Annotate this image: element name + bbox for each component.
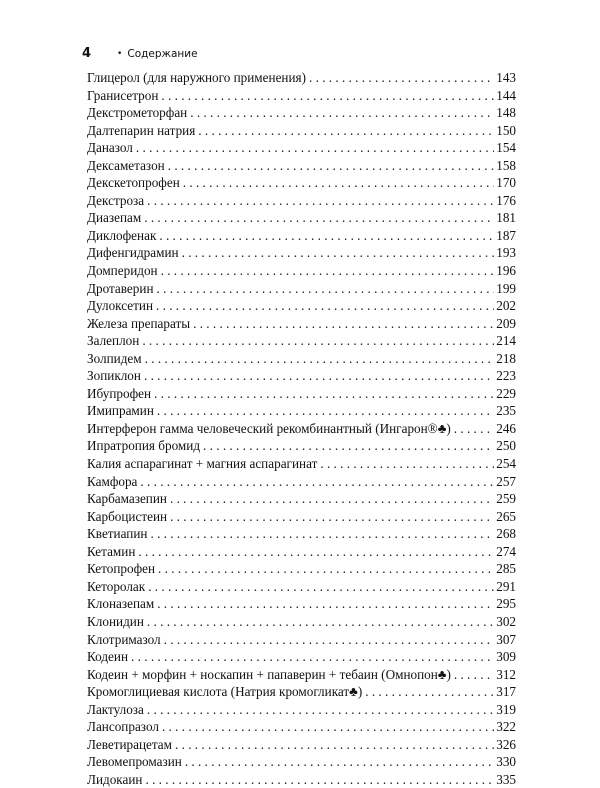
- toc-entry: [87, 473, 516, 491]
- toc-entry-title: Камфора: [87, 473, 138, 489]
- toc-entry-title: Дулоксетин: [87, 298, 154, 314]
- toc-entry-title: Золпидем: [87, 350, 142, 366]
- toc-entry-title: Интерферон гамма человеческий рекомбинантный (Ингарон®♣): [87, 420, 451, 436]
- toc-entry-page: 326: [496, 736, 516, 752]
- dot-leader: [185, 753, 494, 771]
- toc-entry-title: Гранисетрон: [87, 87, 159, 103]
- toc-entry: [87, 227, 516, 245]
- toc-entry: [87, 262, 516, 280]
- toc-entry-page: 291: [496, 578, 516, 594]
- toc-entry: [87, 420, 516, 438]
- dot-leader: [175, 736, 494, 754]
- toc-entry-page: 148: [496, 105, 516, 121]
- toc-entry-title: Карбамазепин: [87, 491, 167, 507]
- toc-entry-title: Кетамин: [87, 543, 136, 559]
- section-title: Содержание: [127, 48, 198, 60]
- dot-leader: [144, 367, 494, 385]
- toc-entry-title: Лидокаин: [87, 771, 143, 787]
- toc-entry-page: 309: [496, 649, 516, 665]
- toc-entry: [87, 139, 516, 157]
- toc-entry-page: 150: [496, 122, 516, 138]
- toc-entry: [87, 69, 516, 87]
- toc-entry: [87, 385, 516, 403]
- dot-leader: [154, 385, 494, 403]
- toc-entry-page: 144: [496, 87, 516, 103]
- toc-entry-page: 196: [496, 263, 516, 279]
- toc-entry: [87, 753, 516, 771]
- toc-entry-page: 193: [496, 245, 516, 261]
- toc-entry-title: Зопиклон: [87, 368, 141, 384]
- toc-entry: [87, 157, 516, 175]
- toc-entry-page: 202: [496, 298, 516, 314]
- toc-entry-page: 257: [496, 473, 516, 489]
- toc-entry-page: 319: [496, 701, 516, 717]
- toc-entry-title: Дифенгидрамин: [87, 245, 179, 261]
- toc-entry: [87, 771, 516, 788]
- dot-leader: [161, 262, 495, 280]
- toc-entry: [87, 297, 516, 315]
- toc-entry: [87, 578, 516, 596]
- toc-entry-title: Диклофенак: [87, 227, 157, 243]
- toc-entry-title: Ибупрофен: [87, 385, 152, 401]
- bullet-icon: •: [117, 49, 123, 59]
- dot-leader: [182, 244, 495, 262]
- dot-leader: [161, 87, 494, 105]
- dot-leader: [148, 578, 494, 596]
- toc-entry-page: 322: [496, 719, 516, 735]
- toc-entry-page: 170: [496, 175, 516, 191]
- toc-entry: [87, 350, 516, 368]
- toc-entry: [87, 209, 516, 227]
- dot-leader: [145, 771, 494, 788]
- dot-leader: [131, 648, 494, 666]
- toc-entry-title: Левомепромазин: [87, 754, 182, 770]
- toc-entry-page: 250: [496, 438, 516, 454]
- toc-entry-title: Железа препараты: [87, 315, 191, 331]
- dot-leader: [136, 139, 494, 157]
- toc-entry: [87, 367, 516, 385]
- toc-entry: [87, 683, 516, 701]
- toc-entry-page: 229: [496, 385, 516, 401]
- toc-entry-title: Леветирацетам: [87, 736, 173, 752]
- toc-entry-page: 154: [496, 140, 516, 156]
- toc-entry-title: Глицерол (для наружного применения): [87, 70, 306, 85]
- toc-entry-page: 187: [496, 227, 516, 243]
- toc-entry-title: Клотримазол: [87, 631, 161, 647]
- toc-entry-page: 209: [496, 315, 516, 331]
- toc-entry: [87, 560, 516, 578]
- dot-leader: [320, 455, 494, 473]
- dot-leader: [156, 297, 494, 315]
- toc-entry-page: 214: [496, 333, 516, 349]
- dot-leader: [454, 420, 494, 438]
- toc-entry: [87, 402, 516, 420]
- toc-entry-title: Клонидин: [87, 613, 144, 629]
- toc-entry-page: 246: [496, 420, 516, 436]
- toc-entry-title: Кветиапин: [87, 526, 148, 542]
- dot-leader: [162, 718, 494, 736]
- dot-leader: [157, 595, 494, 613]
- toc-entry: [87, 718, 516, 736]
- toc-entry-page: 268: [496, 526, 516, 542]
- toc-entry-title: Карбоцистеин: [87, 508, 168, 524]
- toc-entry: [87, 525, 516, 543]
- toc-entry: [87, 174, 516, 192]
- toc-entry-page: 307: [496, 631, 516, 647]
- dot-leader: [147, 613, 494, 631]
- table-of-contents: [87, 69, 516, 788]
- toc-entry-title: Декскетопрофен: [87, 175, 180, 191]
- toc-entry-title: Лансопразол: [87, 719, 159, 735]
- toc-entry-page: 235: [496, 403, 516, 419]
- toc-entry-title: Ипратропия бромид: [87, 438, 201, 454]
- dot-leader: [365, 683, 494, 701]
- toc-entry-page: 312: [496, 666, 516, 682]
- toc-entry-page: 259: [496, 491, 516, 507]
- running-header: [82, 46, 198, 61]
- toc-entry: [87, 648, 516, 666]
- dot-leader: [159, 227, 494, 245]
- toc-entry: [87, 87, 516, 105]
- toc-entry-page: 158: [496, 157, 516, 173]
- toc-entry-title: Залеплон: [87, 333, 140, 349]
- toc-entry-page: 317: [496, 684, 516, 700]
- toc-entry: [87, 280, 516, 298]
- toc-entry: [87, 315, 516, 333]
- toc-entry-page: 223: [496, 368, 516, 384]
- toc-entry: [87, 543, 516, 561]
- toc-entry: [87, 332, 516, 350]
- toc-entry: [87, 437, 516, 455]
- toc-entry-title: Диазепам: [87, 210, 142, 226]
- toc-entry-page: 254: [496, 456, 516, 472]
- toc-entry-title: Дексаметазон: [87, 157, 165, 173]
- toc-entry: [87, 244, 516, 262]
- dot-leader: [190, 104, 494, 122]
- dot-leader: [144, 209, 494, 227]
- dot-leader: [147, 192, 494, 210]
- toc-entry-page: 181: [496, 210, 516, 226]
- dot-leader: [170, 508, 494, 526]
- toc-entry: [87, 104, 516, 122]
- toc-entry-page: 199: [496, 280, 516, 296]
- dot-leader: [309, 69, 494, 87]
- dot-leader: [193, 315, 494, 333]
- toc-entry-title: Даназол: [87, 140, 133, 156]
- toc-entry: [87, 666, 516, 684]
- toc-entry-title: Калия аспарагинат + магния аспарагинат: [87, 456, 318, 472]
- toc-entry-title: Дротаверин: [87, 280, 154, 296]
- toc-entry-page: 330: [496, 754, 516, 770]
- toc-entry: [87, 122, 516, 140]
- toc-entry: [87, 455, 516, 473]
- toc-entry-page: 218: [496, 350, 516, 366]
- dot-leader: [158, 560, 494, 578]
- toc-entry-page: 335: [496, 771, 516, 787]
- dot-leader: [142, 332, 494, 350]
- toc-entry-title: Кетопрофен: [87, 561, 156, 577]
- dot-leader: [183, 174, 494, 192]
- toc-entry-title: Далтепарин натрия: [87, 122, 196, 138]
- dot-leader: [145, 350, 495, 368]
- dot-leader: [168, 157, 495, 175]
- toc-entry-title: Кеторолак: [87, 578, 146, 594]
- toc-entry: [87, 701, 516, 719]
- dot-leader: [198, 122, 494, 140]
- toc-entry-title: Кодеин + морфин + носкапин + папаверин + тебаин (Омнопон♣): [87, 666, 451, 682]
- toc-entry-title: Декстроза: [87, 192, 145, 208]
- page-number: 4: [82, 46, 92, 61]
- dot-leader: [147, 701, 494, 719]
- dot-leader: [164, 631, 495, 649]
- dot-leader: [140, 473, 494, 491]
- toc-entry: [87, 192, 516, 210]
- toc-entry: [87, 508, 516, 526]
- toc-entry: [87, 595, 516, 613]
- toc-entry-title: Имипрамин: [87, 403, 154, 419]
- toc-entry-title: Домперидон: [87, 263, 158, 279]
- toc-entry: [87, 490, 516, 508]
- toc-entry-page: 274: [496, 543, 516, 559]
- toc-entry: [87, 736, 516, 754]
- toc-entry-title: Декстрометорфан: [87, 105, 188, 121]
- toc-entry-title: Клоназепам: [87, 596, 155, 612]
- toc-entry-title: Кодеин: [87, 649, 129, 665]
- toc-entry-page: 143: [496, 70, 516, 85]
- toc-entry: [87, 613, 516, 631]
- toc-entry-page: 295: [496, 596, 516, 612]
- dot-leader: [203, 437, 494, 455]
- dot-leader: [150, 525, 494, 543]
- toc-entry-page: 302: [496, 613, 516, 629]
- dot-leader: [454, 666, 494, 684]
- dot-leader: [138, 543, 494, 561]
- toc-entry-title: Кромоглициевая кислота (Натрия кромогликат♣): [87, 684, 363, 700]
- toc-entry: [87, 631, 516, 649]
- toc-entry-page: 176: [496, 192, 516, 208]
- dot-leader: [170, 490, 494, 508]
- toc-entry-page: 285: [496, 561, 516, 577]
- dot-leader: [157, 280, 495, 298]
- dot-leader: [157, 402, 494, 420]
- toc-entry-page: 265: [496, 508, 516, 524]
- toc-entry-title: Лактулоза: [87, 701, 144, 717]
